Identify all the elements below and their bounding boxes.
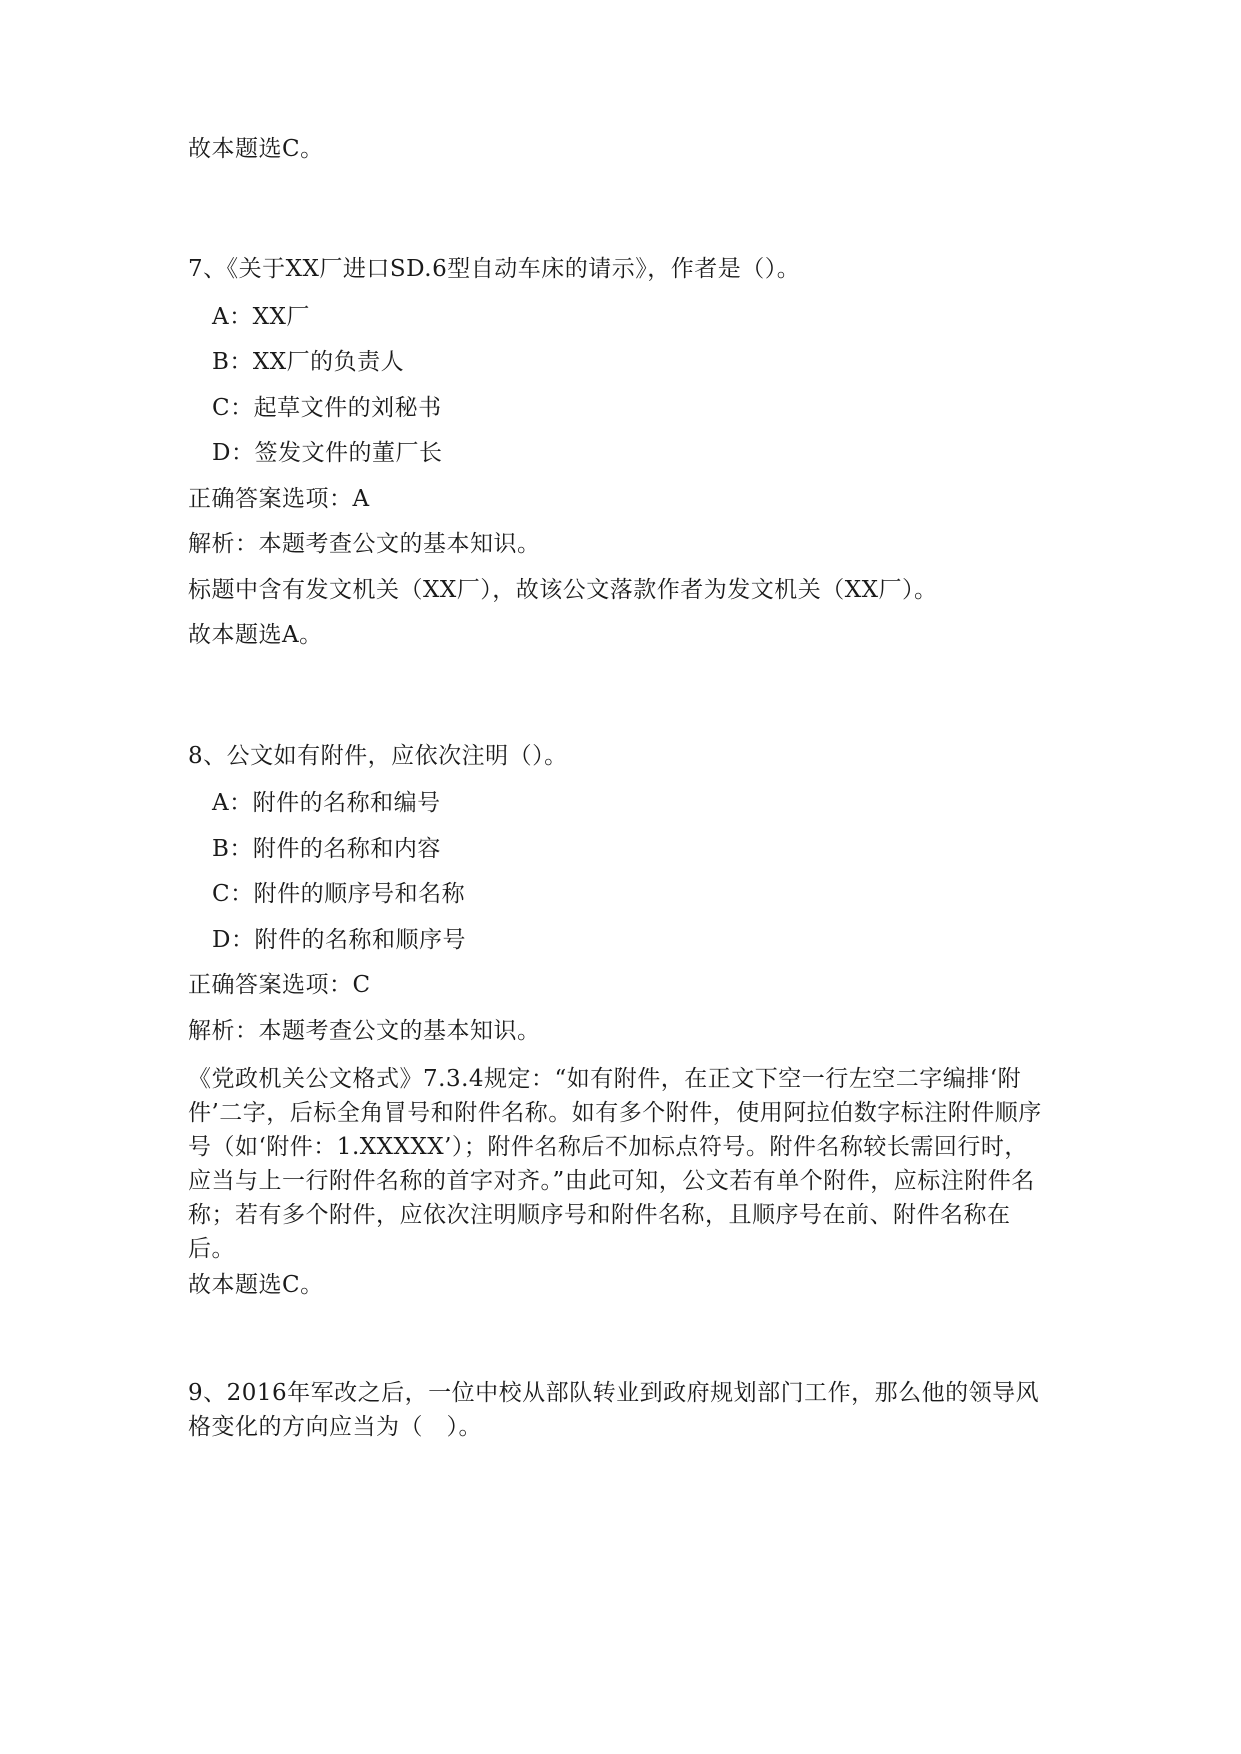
- q7-option-c: C：起草文件的刘秘书: [212, 395, 442, 421]
- q7-analysis: 解析：本题考查公文的基本知识。: [188, 531, 541, 557]
- q8-stem: 8、公文如有附件，应依次注明（）。: [188, 743, 568, 769]
- q8-explanation: 《党政机关公文格式》7.3.4规定：“如有附件，在正文下空一行左空二字编排‘附件’二字，后标全角冒号和附件名称。如有多个附件，使用阿拉伯数字标注附件顺序号（如‘附件：1.XXXXX’）；附件名称后不加标点符号。附件名称较长需回行时，应当与上一行附件名称的首字对齐。”由此可知，公文若有单个附件，应标注附件名称；若有多个附件，应依次注明顺序号和附件名称，且顺序号在前、附件名称在后。: [188, 1066, 1042, 1262]
- q8-option-d: D：附件的名称和顺序号: [212, 927, 466, 953]
- q8-option-b: B：附件的名称和内容: [212, 836, 441, 862]
- q7-option-b: B：XX厂的负责人: [212, 349, 405, 375]
- prev-conclusion: 故本题选C。: [188, 136, 324, 162]
- q8-answer: 正确答案选项：C: [188, 972, 371, 998]
- q8-option-a: A：附件的名称和编号: [212, 790, 441, 816]
- q8-conclusion: 故本题选C。: [188, 1272, 324, 1298]
- q7-answer: 正确答案选项：A: [188, 486, 370, 512]
- q7-option-d: D：签发文件的董厂长: [212, 440, 443, 466]
- q7-stem: 7、《关于XX厂进口SD.6型自动车床的请示》，作者是（）。: [188, 256, 801, 282]
- q7-explanation: 标题中含有发文机关（XX厂），故该公文落款作者为发文机关（XX厂）。: [188, 577, 938, 603]
- q8-option-c: C：附件的顺序号和名称: [212, 881, 466, 907]
- q8-analysis: 解析：本题考查公文的基本知识。: [188, 1018, 541, 1044]
- q7-conclusion: 故本题选A。: [188, 622, 323, 648]
- q9-stem: 9、2016年军改之后，一位中校从部队转业到政府规划部门工作，那么他的领导风格变化的方向应当为（ ）。: [188, 1380, 1040, 1440]
- q7-option-a: A：XX厂: [212, 304, 310, 330]
